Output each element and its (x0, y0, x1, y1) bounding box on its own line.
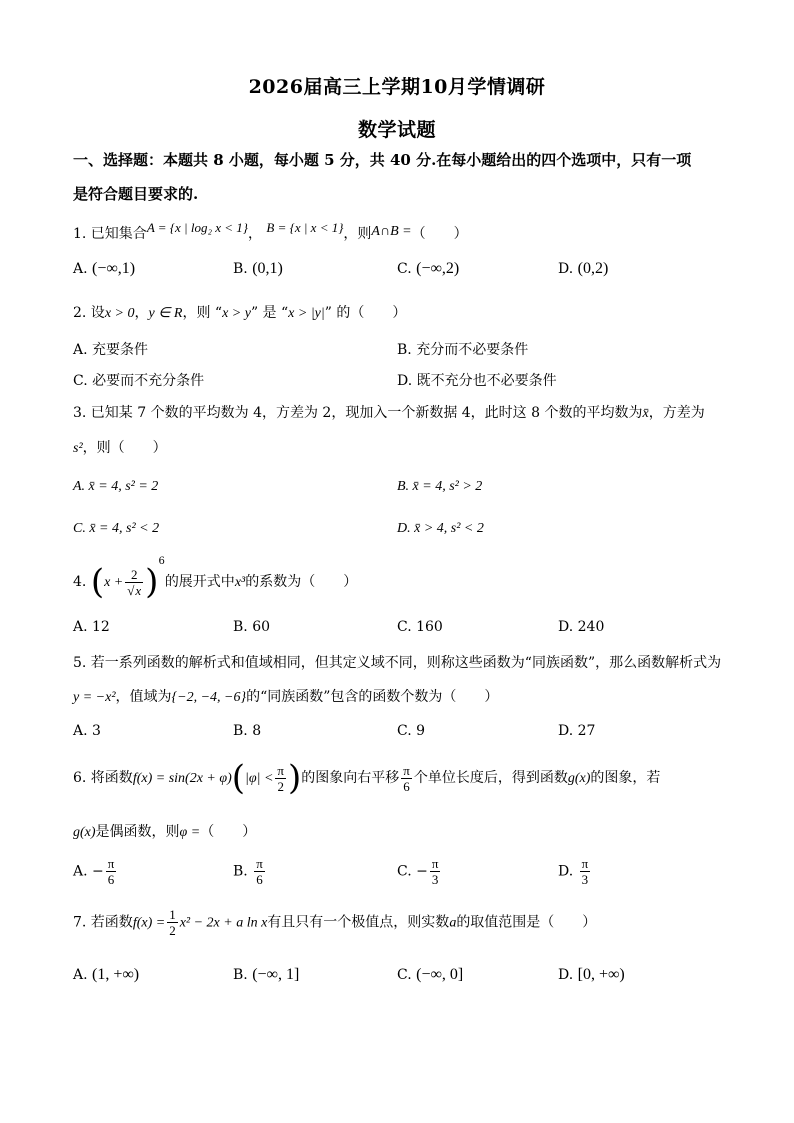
q5-mid: ，值域为 (115, 689, 172, 705)
q2-comma: ， (134, 305, 149, 321)
q6-cond-den: 2 (275, 778, 286, 794)
q3-line1-tail: ，方差为 (648, 405, 705, 421)
q6-text-b: 个单位长度后，得到函数 (413, 770, 568, 786)
q3-option-b: B. x̄ = 4, s² > 2 (397, 479, 483, 494)
q1-option-c-label: C. (397, 261, 412, 277)
q6-option-d-num: π (581, 856, 589, 871)
exam-subtitle: 数学试题 (357, 119, 436, 141)
q3-text: 3. 已知某 7 个数的平均数为 4，方差为 2，现加入一个新数据 4，此时这 8 个数的平均数为 (73, 405, 643, 421)
q7-option-c-value: (−∞, 0] (416, 966, 464, 983)
q7-option-a-label: A. (73, 967, 88, 983)
q7-function: f(x) = (132, 915, 166, 931)
q7-option-d-value: [0, +∞) (577, 966, 625, 983)
q7-option-c-label: C. (397, 967, 412, 983)
q4-fraction-denominator: √x (127, 582, 142, 598)
q6-left-paren: ( (231, 758, 246, 798)
q1-prefix: 1. 已知集合 (73, 226, 147, 242)
q6-number: 6. 将函数 (73, 770, 133, 786)
q6-option-c (397, 856, 442, 887)
question-5-line2 (73, 686, 498, 706)
q3-xbar: x̄ (642, 406, 649, 421)
q6-cond-num: π (277, 762, 284, 778)
q2-option-b: B. 充分而不必要条件 (397, 342, 529, 358)
q6-option-b-fraction (254, 856, 265, 887)
q6-right-paren: ) (288, 758, 302, 798)
q3-option-c: C. x̄ = 4, s² < 2 (73, 521, 160, 536)
q5-option-c: C. 9 (397, 723, 426, 739)
q2-text-a: 2. 设 (73, 305, 105, 321)
q6-option-b (233, 856, 267, 887)
q1-set-a: A = {x | log₂ x < 1} (146, 220, 248, 235)
q3-option-a: A. x̄ = 4, s² = 2 (73, 479, 159, 494)
question-4 (73, 556, 357, 602)
q6-option-a-den: 6 (106, 871, 117, 887)
q1-option-a (73, 260, 135, 278)
q6-condition: |φ| < (245, 771, 274, 786)
q4-option-d: D. 240 (558, 619, 605, 635)
q4-text2: 的系数为（ ） (245, 574, 358, 590)
q6-option-a (73, 856, 118, 887)
q6-option-c-sign: − (416, 863, 428, 880)
q7-fraction-num: 1 (169, 907, 176, 922)
q6-option-a-num: π (107, 856, 115, 871)
q6-option-c-den: 3 (430, 871, 441, 887)
q6-text-c: 的图象，若 (590, 770, 661, 786)
q7-option-a-value: (1, +∞) (92, 966, 140, 983)
q7-rest: x² − 2x + a ln x (179, 915, 268, 931)
q4-power: 6 (158, 556, 165, 567)
q3-line2-tail: ，则（ ） (82, 440, 167, 456)
q7-option-b-label: B. (233, 967, 248, 983)
q4-fraction-numerator: 2 (130, 566, 138, 582)
q2-option-c: C. 必要而不充分条件 (73, 373, 205, 389)
q4-sqrt-x: x (135, 582, 142, 598)
q1-mid: ，则 (343, 226, 372, 242)
q7-number: 7. 若函数 (73, 914, 133, 931)
q6-text-a: 的图象向右平移 (301, 770, 400, 786)
q6-option-d-label: D. (558, 863, 574, 880)
q6-line2-g: g(x) (73, 825, 96, 840)
q7-option-d-label: D. (558, 967, 574, 983)
q6-option-b-label: B. (233, 863, 248, 880)
q7-text: 有且只有一个极值点，则实数 (267, 914, 450, 931)
question-6-line2 (73, 821, 256, 841)
question-3-line2 (73, 437, 167, 457)
q7-option-b (233, 966, 299, 984)
q4-fraction (125, 567, 143, 598)
q1-option-d-value: (0,2) (577, 260, 609, 277)
q6-shift-fraction (401, 763, 412, 794)
q6-option-c-label: C. (397, 863, 412, 880)
q6-line2-text: 是偶函数，则 (95, 824, 180, 840)
q6-function: f(x) = sin(2x + φ) (132, 771, 232, 786)
q6-shift-num: π (403, 762, 410, 778)
q1-option-c (397, 260, 459, 278)
section-heading-line1: 一、选择题：本题共 8 小题，每小题 5 分，共 40 分.在每小题给出的四个选项中，只有一项 (73, 151, 692, 169)
q4-option-a: A. 12 (73, 619, 110, 635)
question-1: 1. 已知集合A = {x | log₂ x < 1}， B = {x | x < 1}，则A∩B =（ ） (73, 220, 468, 242)
q7-option-a (73, 966, 139, 984)
q4-right-paren: ) (145, 562, 159, 602)
q7-a: a (449, 915, 457, 931)
q4-expr-x: x + (104, 575, 124, 590)
q4-x-cubed: x³ (234, 575, 246, 590)
q2-text-c: ” 是 “ (250, 305, 289, 321)
q6-paren: （ ） (200, 824, 257, 840)
q7-fraction (167, 907, 178, 938)
q6-phi: φ = (179, 825, 201, 840)
q1-option-b-label: B. (233, 261, 248, 277)
q5-option-d: D. 27 (558, 723, 596, 739)
exam-title: 2026届高三上学期10月学情调研 (248, 76, 546, 98)
q7-option-b-value: (−∞, 1] (252, 966, 300, 983)
section-heading-line2: 是符合题目要求的. (73, 185, 199, 203)
q5-expression: y = −x² (73, 690, 116, 705)
q5-option-a: A. 3 (73, 723, 101, 739)
q1-option-c-value: (−∞,2) (416, 260, 460, 277)
q7-text2: 的取值范围是（ ） (456, 914, 597, 931)
q1-option-a-value: (−∞,1) (92, 260, 136, 277)
question-7 (73, 907, 596, 938)
q1-option-d-label: D. (558, 261, 574, 277)
q5-tail: 的“同族函数”包含的函数个数为（ ） (246, 689, 499, 705)
q6-shift-den: 6 (401, 778, 412, 794)
q2-option-a: A. 充要条件 (73, 342, 149, 358)
q2-option-d: D. 既不充分也不必要条件 (397, 373, 557, 389)
q4-option-c: C. 160 (397, 619, 443, 635)
q6-option-a-label: A. (73, 863, 88, 880)
q4-left-paren: ( (90, 562, 105, 602)
q1-ask: A∩B = (371, 224, 412, 239)
q4-text: 的展开式中 (164, 574, 235, 590)
q5-option-b: B. 8 (233, 723, 262, 739)
q4-option-b: B. 60 (233, 619, 271, 635)
question-6-line1 (73, 758, 660, 798)
question-2 (73, 302, 406, 322)
q6-option-a-sign: − (92, 863, 104, 880)
q3-s2: s² (73, 441, 83, 456)
q6-option-d-fraction (580, 856, 591, 887)
q7-option-c (397, 966, 463, 984)
question-3-line1 (73, 402, 705, 422)
q2-y-in-r: y ∈ R (148, 306, 183, 321)
q2-condition-2: x > |y| (288, 306, 325, 321)
q1-option-b-value: (0,1) (252, 260, 283, 277)
q2-x-gt-0: x > 0 (104, 306, 135, 321)
q6-condition-fraction (275, 763, 286, 794)
q6-option-a-fraction (106, 856, 117, 887)
q1-set-b: B = {x | x < 1} (266, 220, 344, 235)
q5-range: {−2, −4, −6} (171, 690, 247, 705)
q6-g-function: g(x) (567, 771, 591, 786)
q6-option-b-den: 6 (254, 871, 265, 887)
q7-option-d (558, 966, 625, 984)
question-5-line1: 5. 若一系列函数的解析式和值域相同，但其定义域不同，则称这些函数为“同族函数”，那么函数解析式为 (73, 655, 722, 671)
q3-option-d: D. x̄ > 4, s² < 2 (397, 521, 484, 536)
q2-text-b: ，则 “ (182, 305, 223, 321)
q1-option-b (233, 260, 283, 278)
q4-number: 4. (73, 574, 87, 590)
q6-option-c-num: π (431, 856, 439, 871)
q1-option-a-label: A. (73, 261, 88, 277)
q2-condition-1: x > y (222, 306, 251, 321)
q7-fraction-den: 2 (169, 923, 176, 938)
q6-option-d-den: 3 (580, 871, 591, 887)
q6-option-d (558, 856, 592, 887)
q1-option-d (558, 260, 608, 278)
q6-option-c-fraction (430, 856, 441, 887)
q6-option-b-num: π (256, 856, 263, 871)
q1-paren: （ ） (411, 226, 468, 242)
q2-text-d: ” 的（ ） (324, 305, 407, 321)
